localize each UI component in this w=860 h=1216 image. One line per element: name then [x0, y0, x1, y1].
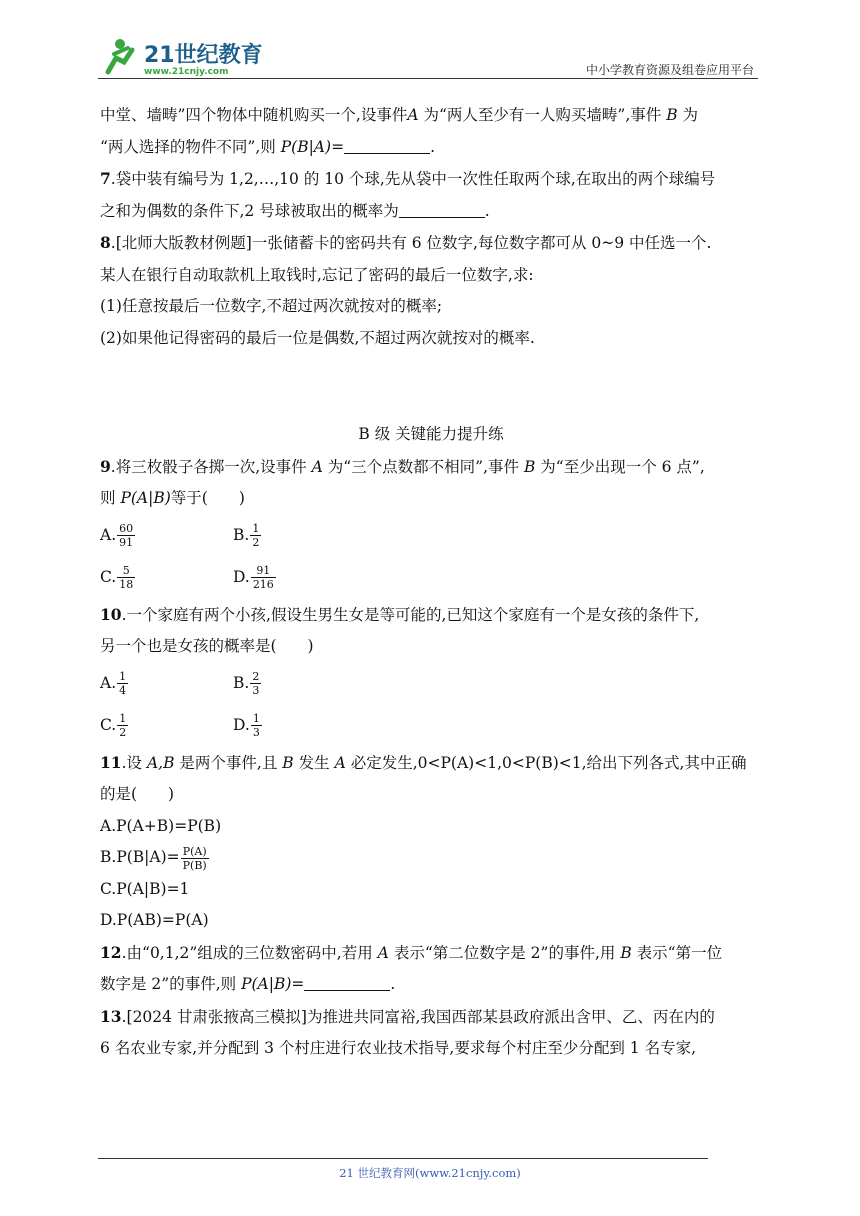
q11-option-b[interactable]: B.P(B|A)= $\frac{P(A)}{P(B)}$ [100, 844, 207, 872]
q8-part1: (1)任意按最后一位数字,不超过两次就按对的概率; [100, 297, 443, 315]
q9-line1: 9.将三枚骰子各掷一次,设事件 A 为“三个点数都不相同”,事件 B 为“至少出现一个 6 点”, [100, 456, 705, 476]
q10-option-d[interactable]: D. $\frac{1}{3}$ [233, 712, 260, 740]
q11-option-d[interactable]: D.P(AB)=P(A) [100, 911, 209, 929]
document-body [100, 100, 762, 1065]
q10-option-c[interactable]: C. $\frac{1}{2}$ [100, 712, 127, 740]
logo-text: 21世纪教育 [144, 43, 263, 68]
header-divider [98, 78, 758, 79]
q9-option-d[interactable]: D. $\frac{91}{216}$ [233, 564, 274, 592]
footer-divider [98, 1158, 708, 1159]
q8-part2: (2)如果他记得密码的最后一位是偶数,不超过两次就按对的概率. [100, 328, 535, 347]
q9-option-b[interactable]: B. $\frac{1}{2}$ [233, 522, 260, 550]
q8-line2: 某人在银行自动取款机上取钱时,忘记了密码的最后一位数字,求: [100, 265, 534, 284]
q10-option-b[interactable]: B. $\frac{2}{3}$ [233, 670, 260, 698]
q9-options-row2 [100, 557, 762, 599]
q7-line1: 7.袋中装有编号为 1,2,…,10 的 10 个球,先从袋中一次性任取两个球,在取出的两个球编号 [100, 169, 716, 188]
q13-line2: 6 名农业专家,并分配到 3 个村庄进行农业技术指导,要求每个村庄至少分配到 1 名专家, [100, 1039, 697, 1057]
logo [98, 36, 298, 76]
q11-option-c[interactable]: C.P(A|B)=1 [100, 879, 190, 898]
answer-blank[interactable] [344, 137, 430, 154]
q12-line1: 12.由“0,1,2”组成的三位数密码中,若用 A 表示“第二位数字是 2”的事件,用 B 表示“第一位 [100, 942, 723, 962]
q13-line1: 13.[2024 甘肃张掖高三模拟]为推进共同富裕,我国西部某县政府派出含甲、乙、丙在内的 [100, 1006, 715, 1026]
q9-option-c[interactable]: C. $\frac{5}{18}$ [100, 564, 134, 592]
q10-options-row1 [100, 663, 762, 705]
q10-option-a[interactable]: A. $\frac{1}{4}$ [100, 670, 127, 698]
q9-option-a[interactable]: A. $\frac{60}{91}$ [100, 522, 134, 550]
q8-line1: 8.[北师大版教材例题]一张储蓄卡的密码共有 6 位数字,每位数字都可从 0~9 中任选一个. [100, 233, 712, 252]
header-platform-text: 中小学教育资源及组卷应用平台 [585, 63, 754, 77]
page-header [98, 30, 758, 80]
section-title: B 级 关键能力提升练 [358, 425, 504, 443]
q10-line1: 10.一个家庭有两个小孩,假设生男生女是等可能的,已知这个家庭有一个是女孩的条件下, [100, 604, 700, 624]
q9-options-row1 [100, 515, 762, 557]
logo-url: www.21cnjy.com [144, 67, 229, 76]
q10-line2: 另一个也是女孩的概率是( ) [100, 637, 314, 655]
q7-line2: 之和为偶数的条件下,2 号球被取出的概率为 . [100, 201, 490, 220]
answer-blank[interactable] [399, 201, 485, 218]
q6-line1: 中堂、墙畴”四个物体中随机购买一个,设事件A 为“两人至少有一人购买墙畴”,事件 B 为 [100, 106, 699, 124]
answer-blank[interactable] [304, 974, 390, 991]
footer-text: 21 世纪教育网(www.21cnjy.com) [339, 1166, 521, 1180]
q10-options-row2 [100, 705, 762, 747]
q9-line2: 则 P(A|B)等于( ) [100, 489, 245, 507]
q11-line2: 的是( ) [100, 785, 175, 803]
q6-line2: “两人选择的物件不同”,则 P(B|A)= . [100, 137, 435, 156]
q12-line2: 数字是 2”的事件,则 P(A|B)= . [100, 975, 396, 993]
q11-line1: 11.设 A,B 是两个事件,且 B 发生 A 必定发生,0<P(A)<1,0<P(B)<1,给出下列各式,其中正确 [100, 752, 747, 772]
q11-option-a[interactable]: A.P(A+B)=P(B) [100, 816, 222, 835]
